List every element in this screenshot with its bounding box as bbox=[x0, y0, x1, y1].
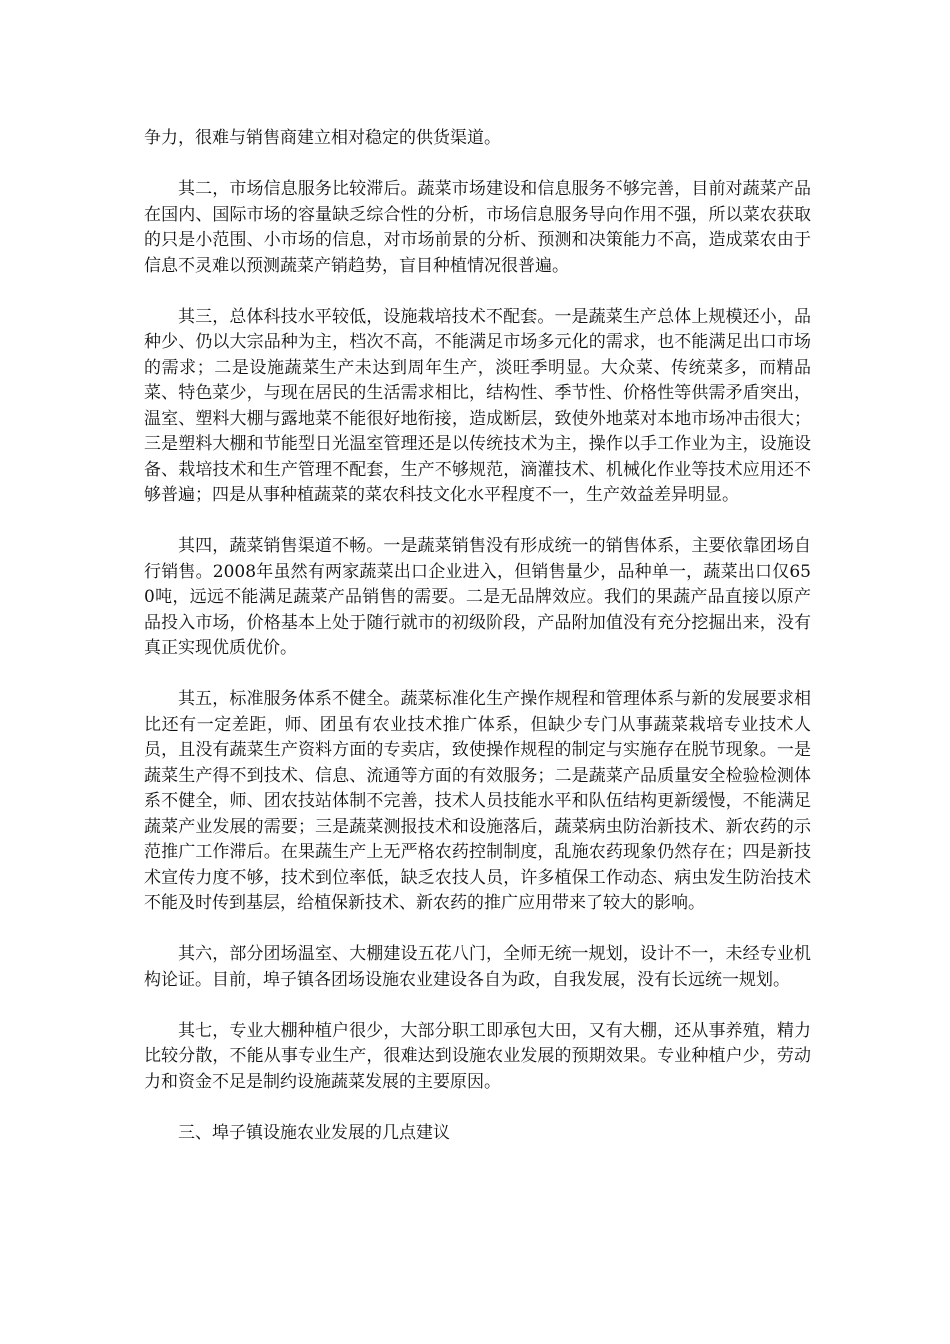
paragraph-continuation: 争力，很难与销售商建立相对稳定的供货渠道。 bbox=[144, 128, 501, 148]
paragraph-point-six: 其六，部分团场温室、大棚建设五花八门，全师无统一规划，设计不一，未经专业机构论证。目前，埠子镇各团场设施农业建设各自为政，自我发展，没有长远统一规划。 bbox=[144, 944, 811, 990]
paragraph-point-seven: 其七，专业大棚种植户很少，大部分职工即承包大田，又有大棚，还从事养殖，精力比较分散，不能从事专业生产，很难达到设施农业发展的预期效果。专业种植户少，劳动力和资金不足是制约设施蔬菜发展的主要原因。 bbox=[144, 1020, 811, 1092]
section-heading: 三、埠子镇设施农业发展的几点建议 bbox=[178, 1122, 450, 1143]
paragraph-point-two: 其二，市场信息服务比较滞后。蔬菜市场建设和信息服务不够完善，目前对蔬菜产品在国内、国际市场的容量缺乏综合性的分析，市场信息服务导向作用不强，所以菜农获取的只是小范围、小市场的信息，对市场前景的分析、预测和决策能力不高，造成菜农由于信息不灵难以预测蔬菜产销趋势，盲目种植情况很普遍。 bbox=[144, 179, 811, 276]
document-body bbox=[144, 126, 811, 1172]
paragraph-point-four: 其四，蔬菜销售渠道不畅。一是蔬菜销售没有形成统一的销售体系，主要依靠团场自行销售。2008年虽然有两家蔬菜出口企业进入，但销售量少，品种单一，蔬菜出口仅650吨，远远不能满足蔬菜产品销售的需要。二是无品牌效应。我们的果蔬产品直接以原产品投入市场，价格基本上处于随行就市的初级阶段，产品附加值没有充分挖掘出来，没有真正实现优质优价。 bbox=[144, 536, 811, 658]
paragraph-point-three: 其三，总体科技水平较低，设施栽培技术不配套。一是蔬菜生产总体上规模还小，品种少、仍以大宗品种为主，档次不高，不能满足市场多元化的需求，也不能满足出口市场的需求；二是设施蔬菜生产未达到周年生产，淡旺季明显。大众菜、传统菜多，而精品菜、特色菜少，与现在居民的生活需求相比，结构性、季节性、价格性等供需矛盾突出，温室、塑料大棚与露地菜不能很好地衔接，造成断层，致使外地菜对本地市场冲击很大；三是塑料大棚和节能型日光温室管理还是以传统技术为主，操作以手工作业为主，设施设备、栽培技术和生产管理不配套，生产不够规范，滴灌技术、机械化作业等技术应用还不够普遍；四是从事种植蔬菜的菜农科技文化水平程度不一，生产效益差异明显。 bbox=[144, 306, 811, 505]
paragraph-point-five: 其五，标准服务体系不健全。蔬菜标准化生产操作规程和管理体系与新的发展要求相比还有一定差距，师、团虽有农业技术推广体系，但缺少专门从事蔬菜栽培专业技术人员，且没有蔬菜生产资料方面的专卖店，致使操作规程的制定与实施存在脱节现象。一是蔬菜生产得不到技术、信息、流通等方面的有效服务；二是蔬菜产品质量安全检验检测体系不健全，师、团农技站体制不完善，技术人员技能水平和队伍结构更新缓慢，不能满足蔬菜产业发展的需要；三是蔬菜测报技术和设施落后，蔬菜病虫防治新技术、新农药的示范推广工作滞后。在果蔬生产上无严格农药控制制度，乱施农药现象仍然存在；四是新技术宣传力度不够，技术到位率低，缺乏农技人员，许多植保工作动态、病虫发生防治技术不能及时传到基层，给植保新技术、新农药的推广应用带来了较大的影响。 bbox=[144, 689, 811, 913]
